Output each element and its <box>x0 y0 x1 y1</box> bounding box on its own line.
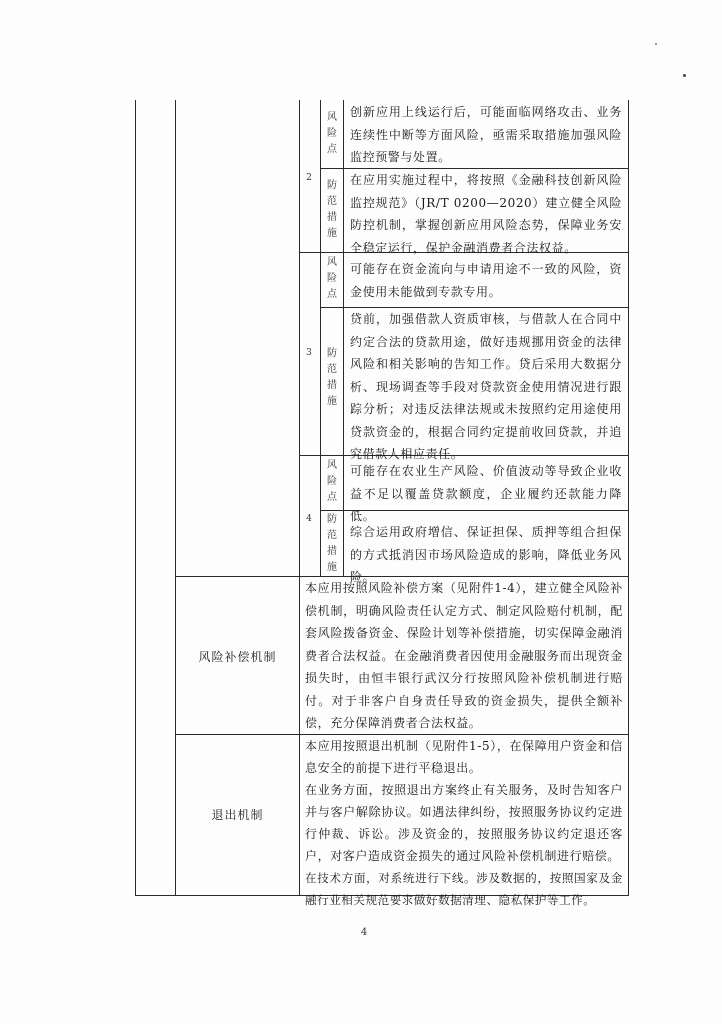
exit-mechanism-paragraph: 在技术方面，对系统进行下线。涉及数据的，按照国家及金融行业相关规范要求做好数据清理、隐私保护等工作。 <box>305 871 623 907</box>
risk-point-label: 风险点 <box>327 460 337 503</box>
risk-point-text: 可能存在资金流向与申请用途不一致的风险，资金使用未能做到专款专用。 <box>350 262 622 299</box>
page-number: 4 <box>360 927 368 938</box>
risk-point-text: 可能存在农业生产风险、价值波动等导致企业收益不足以覆盖贷款额度，企业履约还款能力降低。 <box>350 464 622 523</box>
table-border-left <box>135 100 136 895</box>
risk-point-label: 风险点 <box>327 112 337 155</box>
risk-item-number: 4 <box>306 514 312 524</box>
table-border-right <box>628 100 629 895</box>
scan-speck <box>655 43 657 45</box>
prevention-measures-text: 在应用实施过程中，将按照《金融科技创新风险监控规范》（JR/T 0200—2020）建立健全风险防控机制，掌握创新应用风险态势，保障业务安全稳定运行，保护金融消费者合法权益。 <box>350 173 622 255</box>
risk-item-number: 3 <box>306 348 312 358</box>
prevention-measures-text: 贷前，加强借款人资质审核，与借款人在合同中约定合法的贷款用途，做好违规挪用资金的法律风险和相关影响的告知工作。贷后采用大数据分析、现场调查等手段对贷款资金使用情况进行跟踪分析；对违反法律法规或未按照约定用途使用贷款资金的，根据合同约定提前收回贷款，并追究借款人相应责任。 <box>350 312 622 461</box>
prevention-measures-label: 防范措施 <box>327 514 337 573</box>
table-border-col4 <box>320 100 321 576</box>
prevention-measures-text: 综合运用政府增信、保证担保、质押等组合担保的方式抵消因市场风险造成的影响，降低业务风险。 <box>350 525 622 584</box>
exit-mechanism-paragraph: 本应用按照退出机制（见附件1-5），在保障用户资金和信息安全的前提下进行平稳退出。 <box>305 739 623 775</box>
prevention-measures-label: 防范措施 <box>327 348 337 407</box>
risk-point-label: 风险点 <box>327 257 337 300</box>
scan-speck <box>683 74 686 77</box>
prevention-measures-label: 防范措施 <box>327 180 337 239</box>
table-border-col2 <box>175 100 176 895</box>
risk-item-number: 2 <box>306 173 312 183</box>
table-border-col3 <box>299 100 300 895</box>
risk-compensation-text: 本应用按照风险补偿方案（见附件1-4），建立健全风险补偿机制，明确风险责任认定方式、制定风险赔付机制，配套风险拨备资金、保险计划等补偿措施，切实保障金融消费者合法权益。在金融消费者因使用金融服务而出现资金损失时，由恒丰银行武汉分行按照风险补偿机制进行赔付。对于非客户自身责任导致的资金损失，提供全额补偿，充分保障消费者合法权益。 <box>305 581 623 730</box>
risk-point-text: 创新应用上线运行后，可能面临网络攻击、业务连续性中断等方面风险，亟需采取措施加强风险监控预警与处置。 <box>350 105 622 164</box>
table-border-col5 <box>343 100 344 576</box>
risk-compensation-label: 风险补偿机制 <box>198 650 277 664</box>
exit-mechanism-paragraph: 在业务方面，按照退出方案终止有关服务，及时告知客户并与客户解除协议。如遇法律纠纷，按照服务协议约定进行仲裁、诉讼。涉及资金的，按照服务协议约定退还客户，对客户造成资金损失的通过风险补偿机制进行赔偿。 <box>305 783 623 863</box>
exit-mechanism-label: 退出机制 <box>211 808 264 822</box>
